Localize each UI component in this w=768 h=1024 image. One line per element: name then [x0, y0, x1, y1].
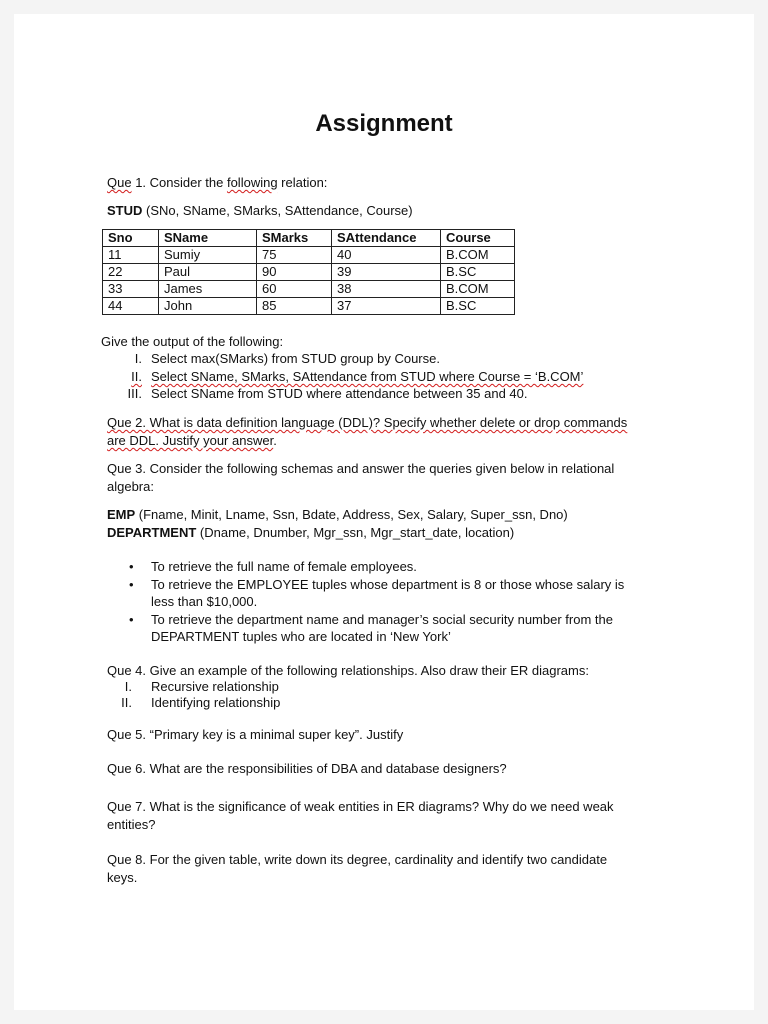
q8-line-2: keys.	[107, 870, 138, 885]
stud-relation	[107, 202, 413, 219]
table-row	[103, 298, 515, 315]
bullet-icon: •	[129, 612, 134, 627]
q5-text: Que 5. “Primary key is a minimal super key”. Justify	[107, 727, 404, 742]
q6-text: Que 6. What are the responsibilities of DBA and database designers?	[107, 761, 507, 776]
q1-word-following: following	[226, 175, 278, 190]
table-cell: 11	[103, 247, 159, 264]
q3-bullet-text: To retrieve the department name and manager’s social security number from the	[151, 612, 613, 627]
q2-line-2-end: .	[273, 433, 277, 448]
table-header-cell: SName	[159, 230, 257, 247]
table-cell: 90	[257, 264, 332, 281]
q2-line-2-text: are DDL. Justify your answer	[107, 433, 274, 448]
table-cell: James	[159, 281, 257, 298]
department-schema-attrs: (Dname, Dnumber, Mgr_ssn, Mgr_start_date, location)	[196, 525, 515, 540]
stud-relation-name: STUD	[107, 203, 143, 218]
q3-bullet-text: less than $10,000.	[151, 594, 258, 609]
table-row	[103, 264, 515, 281]
q1-item-text: Select SName from STUD where attendance between 35 and 40.	[151, 386, 528, 401]
q2-line-2	[107, 432, 277, 449]
q8-line-1: Que 8. For the given table, write down its degree, cardinality and identify two candidate	[107, 852, 608, 867]
table-cell: 38	[332, 281, 441, 298]
table-cell: 44	[103, 298, 159, 315]
table-cell: 22	[103, 264, 159, 281]
emp-schema	[107, 506, 568, 523]
q1-text-a: 1. Consider the	[131, 175, 227, 190]
table-cell: B.COM	[441, 281, 515, 298]
q3-bullet-text: DEPARTMENT tuples who are located in ‘New York’	[151, 629, 451, 644]
q1-item-num: III.	[127, 386, 142, 401]
table-header-cell: Course	[441, 230, 515, 247]
q4-item-num: I.	[124, 679, 132, 694]
q7-line-1: Que 7. What is the significance of weak entities in ER diagrams? Why do we need weak	[107, 799, 614, 814]
q1-label: Que	[107, 175, 132, 190]
q3-line-1: Que 3. Consider the following schemas and answer the queries given below in relational	[107, 461, 615, 476]
q4-text: Que 4. Give an example of the following relationships. Also draw their ER diagrams:	[107, 663, 589, 678]
q7-line-2: entities?	[107, 817, 156, 832]
table-header-cell: Sno	[103, 230, 159, 247]
table-cell: 33	[103, 281, 159, 298]
q4-item-text: Identifying relationship	[151, 695, 281, 710]
table-cell: 40	[332, 247, 441, 264]
table-cell: 85	[257, 298, 332, 315]
q1-heading	[107, 174, 327, 191]
emp-schema-name: EMP	[107, 507, 136, 522]
q3-line-2: algebra:	[107, 479, 154, 494]
q1-item-text: Select max(SMarks) from STUD group by Course.	[151, 351, 440, 366]
table-cell: B.COM	[441, 247, 515, 264]
table-header-cell: SAttendance	[332, 230, 441, 247]
table-cell: Paul	[159, 264, 257, 281]
bullet-icon: •	[129, 577, 134, 592]
emp-schema-attrs: (Fname, Minit, Lname, Ssn, Bdate, Address, Sex, Salary, Super_ssn, Dno)	[135, 507, 568, 522]
document-page	[14, 14, 754, 1010]
table-header-row	[103, 230, 515, 247]
q1-text-b: relation:	[277, 175, 328, 190]
table-cell: 39	[332, 264, 441, 281]
table-cell: John	[159, 298, 257, 315]
page-title: Assignment	[315, 110, 453, 137]
table-row	[103, 281, 515, 298]
table-header-cell: SMarks	[257, 230, 332, 247]
table-cell: Sumiy	[159, 247, 257, 264]
stud-relation-attrs: (SNo, SName, SMarks, SAttendance, Course)	[142, 203, 413, 218]
q1-item-text: Select SName, SMarks, SAttendance from STUD where Course = ‘B.COM’	[151, 369, 584, 384]
q2-line-1: Que 2. What is data definition language (DDL)? Specify whether delete or drop commands	[107, 415, 628, 430]
q4-item-text: Recursive relationship	[151, 679, 279, 694]
q1-intro: Give the output of the following:	[101, 334, 284, 349]
table-cell: B.SC	[441, 264, 515, 281]
table-cell: 37	[332, 298, 441, 315]
table-cell: B.SC	[441, 298, 515, 315]
bullet-icon: •	[129, 559, 134, 574]
q4-item-num: II.	[121, 695, 132, 710]
q1-item-num: I.	[134, 351, 142, 366]
table-cell: 75	[257, 247, 332, 264]
q3-bullet-text: To retrieve the EMPLOYEE tuples whose department is 8 or those whose salary is	[151, 577, 625, 592]
table-cell: 60	[257, 281, 332, 298]
department-schema	[107, 524, 514, 541]
q1-item-num: II.	[131, 369, 142, 384]
department-schema-name: DEPARTMENT	[107, 525, 197, 540]
table-row	[103, 247, 515, 264]
stud-table	[102, 229, 515, 315]
q3-bullet-text: To retrieve the full name of female employees.	[151, 559, 417, 574]
